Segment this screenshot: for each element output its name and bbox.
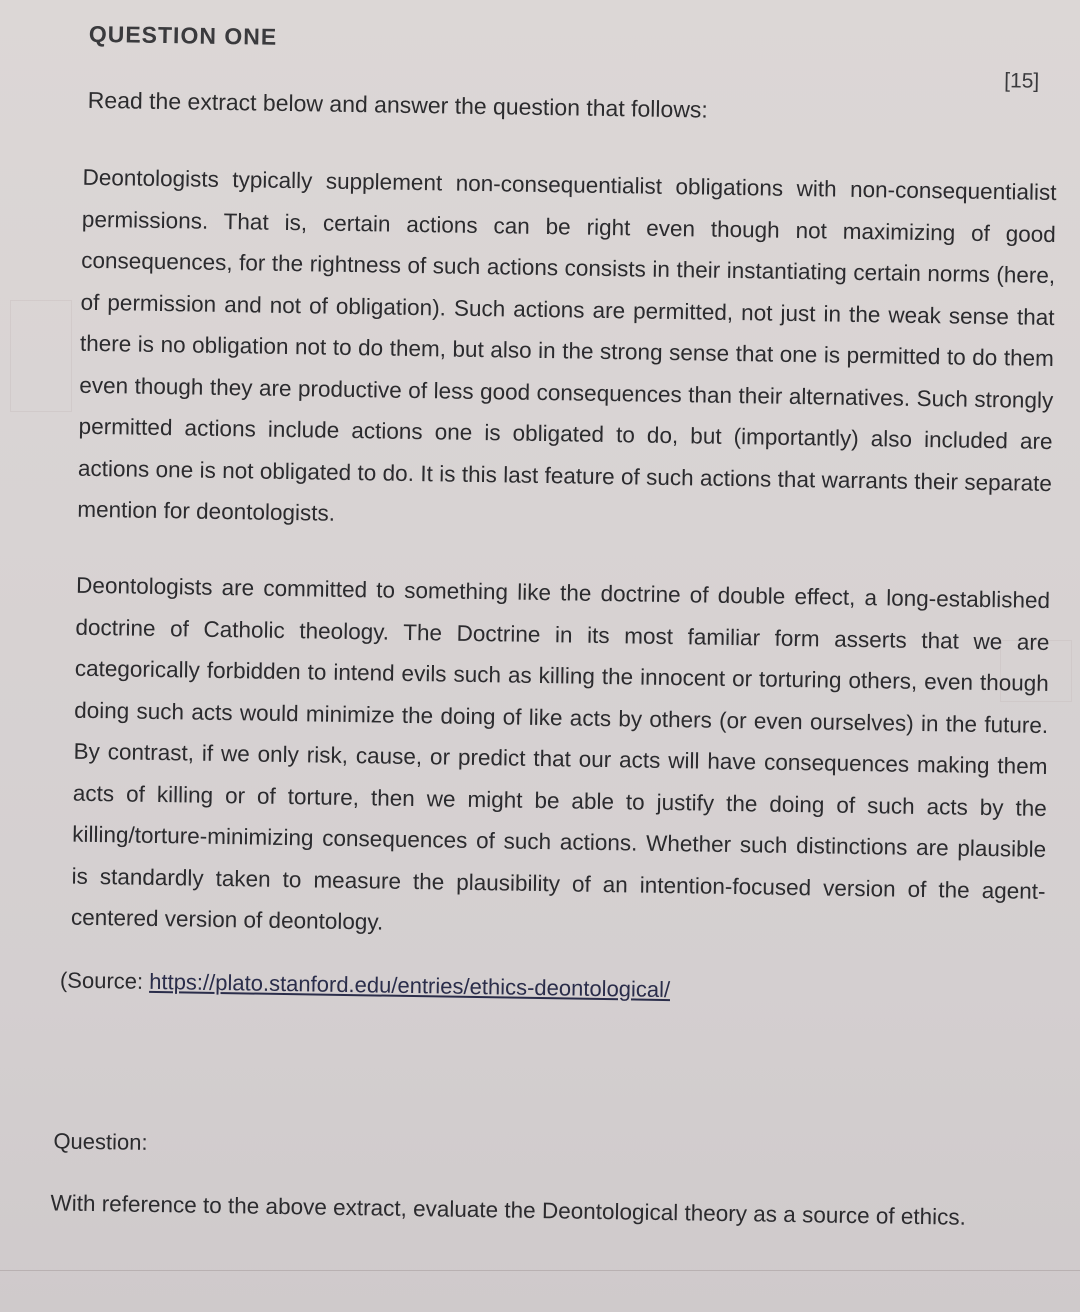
extract-paragraph-1: Deontologists typically supplement non-consequentialist obligations with non-consequentialist permissions. That is, certain actions can be right even though not maximizing of good consequences, for the rightness of such actions consists in their instantiating certain norms (here, of permission and not of obligation). Such actions are permitted, not just in the weak sense that there is no obligation not to do them, but also in the strong sense that one is permitted to do them even though they are productive of less good consequences than their alternatives. Such strongly permitted actions include actions one is obligated to do, but (importantly) also included are actions one is not obligated to do. It is this last feature of such actions that warrants their separate mention for deontologists. [77,164,1057,526]
marks-label: [15] [1004,69,1040,93]
question-label: Question: [53,1128,148,1155]
source-citation [60,968,671,1004]
extract-paragraph-2: Deontologists are committed to something like the doctrine of double effect, a long-established doctrine of Catholic theology. The Doctrine in its most familiar form asserts that we are categorically forbidden to intend evils such as killing the innocent or torturing others, even though doing such acts would minimize the doing of like acts by others (or even ourselves) in the future. By contrast, if we only risk, cause, or predict that our acts will have consequences making them acts of killing or of torture, then we might be able to justify the doing of such acts by the killing/torture-minimizing consequences of such actions. Whether such distinctions are plausible is standardly taken to measure the plausibility of an intention-focused version of the agent-centered version of deontology. [70,572,1051,935]
bottom-divider [0,1270,1080,1271]
question-text: With reference to the above extract, evaluate the Deontological theory as a source of ethics. [50,1190,967,1230]
source-link[interactable]: https://plato.stanford.edu/entries/ethics-deontological/ [149,968,671,1003]
question-heading: QUESTION ONE [88,20,278,50]
instruction-text: Read the extract below and answer the question that follows: [87,86,709,123]
source-prefix: (Source: [59,967,150,994]
